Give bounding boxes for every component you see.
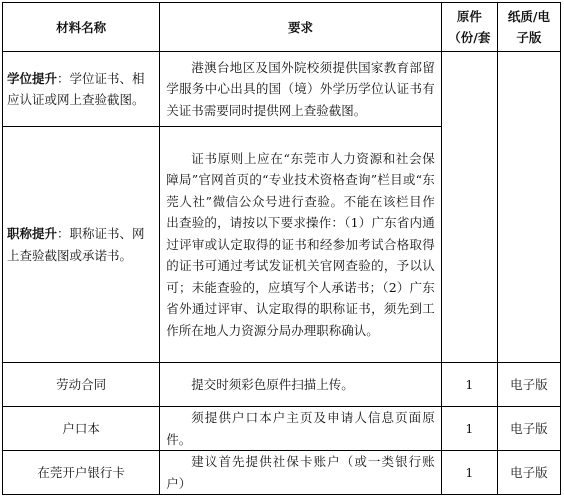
copies-cell: 1 (441, 451, 497, 495)
materials-table (2, 2, 561, 495)
copies-cell (441, 52, 497, 363)
format-cell: 电子版 (497, 451, 560, 495)
requirement-cell: 须提供户口本户主页及申请人信息页面原件。 (160, 407, 442, 451)
material-category: 职称提升 (7, 226, 58, 241)
table-row (3, 451, 561, 495)
material-cell: 户口本 (3, 407, 160, 451)
material-detail: ：学位证书、相应认证或网上查验截图。 (7, 70, 145, 107)
header-row (3, 3, 561, 52)
table-row (3, 363, 561, 407)
header-copies: 原件（份/套 (441, 3, 497, 52)
requirement-cell: 提交时须彩色原件扫描上传。 (160, 363, 442, 407)
material-cell: 在莞开户银行卡 (3, 451, 160, 495)
table-row (3, 407, 561, 451)
header-format: 纸质/电子版 (497, 3, 560, 52)
material-category: 学位提升 (7, 70, 58, 86)
requirement-cell: 港澳台地区及国外院校须提供国家教育部留学服务中心出具的国（境）外学历学位认证书有关证书需要同时提供网上查验截图。 (160, 52, 442, 127)
format-cell: 电子版 (497, 363, 560, 407)
requirement-cell: 建议首先提供社保卡账户（或一类银行账户） (160, 451, 442, 495)
material-cell: 劳动合同 (3, 363, 160, 407)
format-cell: 电子版 (497, 407, 560, 451)
material-cell (3, 52, 160, 127)
table-row (3, 52, 561, 127)
material-cell (3, 127, 160, 363)
copies-cell: 1 (441, 407, 497, 451)
copies-cell: 1 (441, 363, 497, 407)
header-requirement: 要求 (160, 3, 442, 52)
format-cell (497, 52, 560, 363)
material-detail: ：职称证书、网上查验截图或承诺书。 (7, 226, 145, 263)
header-material: 材料名称 (3, 3, 160, 52)
requirement-cell: 证书原则上应在“东莞市人力资源和社会保障局”官网首页的“专业技术资格查询”栏目或“东莞人社”微信公众号进行查验。不能在该栏目作出查验的，请按以下要求操作：（1）广东省内通过评审或认定取得的证书和经参加考试合格取得的证书可通过考试发证机关官网查验的，予以认可；未能查验的，应填写个人承诺书；（2）广东省外通过评审、认定取得的职称证书，须先到工作所在地人力资源分局办理职称确认。 (160, 127, 442, 363)
